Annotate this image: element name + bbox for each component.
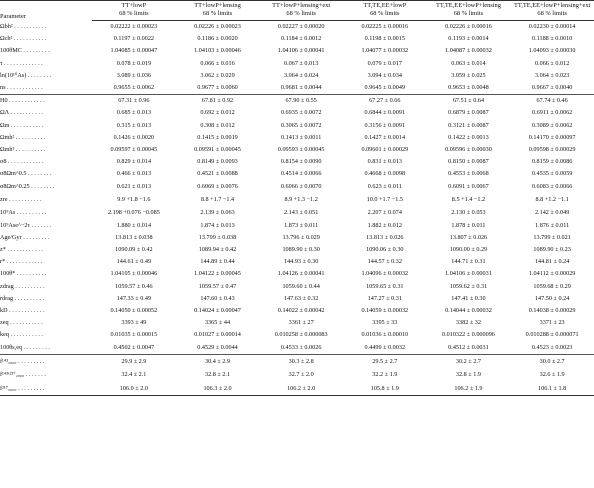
value-cell: 0.02226 ± 0.00016: [445, 23, 492, 30]
value-cell: 1090.09 ± 0.42: [115, 246, 153, 254]
table-row: [0, 21, 594, 34]
value-cell: 0.09598 ± 0.00029: [528, 146, 576, 154]
table-row: [0, 70, 594, 82]
value-cell: 0.14044 ± 0.00032: [445, 307, 492, 315]
value-cell: 3361 ± 27: [288, 319, 314, 327]
value-cell: 3.062 ± 0.029: [200, 71, 235, 79]
value-cell: 0.1198 ± 0.0015: [364, 35, 405, 43]
value-cell: 0.623 ± 0.011: [367, 182, 402, 190]
table-row: [0, 244, 594, 256]
table-row: [0, 156, 594, 168]
table-row: [0, 293, 594, 305]
parameter-name: keq . . . . . . . . . . .: [0, 331, 43, 339]
value-cell: 0.14170 ± 0.00097: [528, 133, 576, 141]
value-cell: 1089.90 ± 0.23: [533, 246, 571, 254]
parameter-name: f¹⁴³ˣ²¹⁷₂₀₀₀ . . . . . . .: [0, 371, 46, 379]
value-cell: 8.5 +1.4 −1.2: [451, 195, 486, 203]
value-cell: 1.876 ± 0.011: [535, 221, 570, 229]
value-cell: 106.1 ± 1.8: [510, 382, 594, 396]
value-cell: 0.6879 ± 0.0087: [448, 109, 489, 117]
table-row: [0, 45, 594, 57]
value-cell: 0.6066 ± 0.0070: [280, 182, 322, 190]
parameter-name: Ωm . . . . . . . . . . .: [0, 121, 44, 129]
parameter-name: H0 . . . . . . . . . . . .: [0, 95, 92, 108]
parameter-name: σ8Ωm^0.5 . . . . . . . .: [0, 170, 52, 178]
value-cell: 1059.65 ± 0.31: [366, 282, 404, 290]
value-cell: 1.04077 ± 0.00032: [361, 47, 409, 55]
parameter-name: r* . . . . . . . . . . . .: [0, 258, 43, 266]
value-cell: 147.60 ± 0.43: [200, 294, 235, 302]
value-cell: 147.41 ± 0.30: [451, 294, 486, 302]
value-cell: 0.4502 ± 0.0047: [113, 343, 155, 351]
value-cell: 147.50 ± 0.24: [534, 294, 570, 302]
value-cell: 32.4 ± 2.1: [121, 371, 147, 379]
value-cell: 8.9 +1.3 −1.2: [284, 195, 318, 203]
value-cell: 2.142 ± 0.049: [534, 209, 570, 217]
parameter-name: 100θs,eq . . . . . . . . .: [0, 343, 50, 351]
value-cell: 0.1427 ± 0.0014: [364, 133, 406, 141]
table-header: [0, 1, 594, 21]
value-cell: 32.6 ± 1.9: [539, 371, 565, 379]
value-cell: 0.4668 ± 0.0098: [364, 170, 406, 178]
value-cell: 3.064 ± 0.023: [534, 71, 570, 79]
parameter-name: Ωmh³ . . . . . . . . . .: [0, 146, 46, 154]
table-row: [0, 256, 594, 268]
value-cell: 1.04103 ± 0.00046: [194, 47, 241, 55]
value-cell: 0.466 ± 0.013: [116, 170, 152, 178]
value-cell: 147.63 ± 0.32: [283, 294, 319, 302]
parameter-name: τ . . . . . . . . . . . . .: [0, 59, 43, 67]
value-cell: 0.4512 ± 0.0031: [448, 343, 489, 351]
value-cell: 1090.00 ± 0.29: [449, 246, 488, 254]
parameter-name: 100θ* . . . . . . . . . .: [0, 270, 47, 278]
parameter-name: kD . . . . . . . . . . . .: [0, 307, 45, 315]
value-cell: 0.6069 ± 0.0076: [197, 182, 238, 190]
value-cell: 0.1426 ± 0.0020: [113, 133, 155, 141]
value-cell: 1.04087 ± 0.00032: [445, 47, 492, 55]
value-cell: 147.33 ± 0.49: [116, 294, 152, 302]
value-cell: 1.04106 ± 0.00041: [277, 47, 325, 55]
value-cell: 0.01036 ± 0.00010: [361, 331, 409, 339]
value-cell: 30.4 ± 2.9: [176, 354, 260, 368]
table-row: [0, 206, 594, 219]
value-cell: 0.14059 ± 0.00032: [361, 307, 409, 315]
parameter-name: zdrag . . . . . . . . . .: [0, 282, 45, 290]
value-cell: 0.1413 ± 0.0011: [281, 133, 322, 141]
column-subtitle: 68 % limits: [510, 10, 594, 21]
value-cell: 1.04085 ± 0.00047: [110, 47, 158, 55]
value-cell: 67.31 ± 0.96: [92, 95, 176, 108]
parameter-name: ln(10¹⁰As) . . . . . . . .: [0, 71, 52, 79]
value-cell: 1.873 ± 0.011: [284, 221, 319, 229]
value-cell: 0.09593 ± 0.00045: [277, 146, 325, 154]
value-cell: 0.02227 ± 0.00020: [277, 23, 325, 30]
table-body: [0, 21, 594, 396]
column-subtitle: 68 % limits: [176, 10, 260, 21]
value-cell: 105.8 ± 1.9: [343, 382, 427, 396]
parameter-name: σ8 . . . . . . . . . . . .: [0, 158, 44, 166]
value-cell: 0.8154 ± 0.0090: [280, 158, 322, 166]
value-cell: 0.01035 ± 0.00015: [110, 331, 158, 339]
value-cell: 3382 ± 32: [455, 319, 481, 327]
value-cell: 0.1422 ± 0.0013: [448, 133, 489, 141]
value-cell: 1.04106 ± 0.00031: [445, 270, 492, 278]
value-cell: 0.831 ± 0.013: [367, 158, 402, 166]
value-cell: 106.3 ± 2.0: [176, 382, 260, 396]
value-cell: 0.078 ± 0.019: [116, 59, 152, 67]
parameter-name: σ8Ωm^0.25 . . . . . . . .: [0, 182, 55, 190]
value-cell: 1.04093 ± 0.00030: [528, 47, 576, 55]
value-cell: 0.1186 ± 0.0020: [197, 35, 238, 43]
value-cell: 144.89 ± 0.44: [200, 258, 235, 266]
parameter-name: 10⁹Ase^−2τ . . . . . . .: [0, 221, 52, 229]
value-cell: 0.09596 ± 0.00030: [445, 146, 492, 154]
table-row: [0, 281, 594, 293]
value-cell: 3395 ± 33: [372, 319, 398, 327]
table-row: [0, 382, 594, 396]
table-row: [0, 220, 594, 232]
value-cell: 0.14050 ± 0.00052: [110, 307, 158, 315]
value-cell: 0.9667 ± 0.0040: [531, 84, 573, 92]
value-cell: 0.6091 ± 0.0067: [448, 182, 489, 190]
value-cell: 2.207 ± 0.074: [367, 209, 402, 217]
value-cell: 32.8 ± 2.1: [204, 371, 231, 379]
table-row: [0, 58, 594, 70]
value-cell: 67.74 ± 0.46: [510, 95, 594, 108]
value-cell: 3.064 ± 0.024: [283, 71, 319, 79]
value-cell: 2.143 ± 0.051: [283, 209, 319, 217]
table-row: [0, 368, 594, 381]
value-cell: 13.813 ± 0.038: [115, 233, 153, 241]
table-row: [0, 329, 594, 341]
column-title: TT,TE,EE+lowP: [343, 1, 427, 11]
value-cell: 0.315 ± 0.013: [116, 121, 152, 129]
value-cell: 1090.06 ± 0.30: [366, 246, 404, 254]
table-row: [0, 107, 594, 119]
value-cell: 1.882 ± 0.012: [367, 221, 402, 229]
table-row: [0, 168, 594, 180]
value-cell: 0.010258 ± 0.000083: [274, 331, 328, 339]
value-cell: 0.8149 ± 0.0093: [197, 158, 238, 166]
value-cell: 3.059 ± 0.025: [451, 71, 486, 79]
value-cell: 1.880 ± 0.014: [116, 221, 152, 229]
parameter-name: ns . . . . . . . . . . . .: [0, 84, 43, 92]
parameter-name: z* . . . . . . . . . . . .: [0, 246, 43, 254]
value-cell: 0.685 ± 0.013: [116, 109, 152, 117]
value-cell: 0.4533 ± 0.0026: [280, 343, 322, 351]
value-cell: 1.04126 ± 0.00041: [277, 270, 325, 278]
value-cell: 0.09601 ± 0.00029: [361, 146, 409, 154]
value-cell: 29.9 ± 2.9: [92, 354, 176, 368]
value-cell: 0.4499 ± 0.0032: [364, 343, 406, 351]
value-cell: 0.9655 ± 0.0062: [113, 84, 155, 92]
value-cell: 0.09591 ± 0.00045: [194, 146, 241, 154]
value-cell: 67.90 ± 0.55: [259, 95, 343, 108]
column-title: TT+lowP: [92, 1, 176, 11]
value-cell: 0.02225 ± 0.00016: [361, 23, 409, 30]
table-row: [0, 342, 594, 355]
value-cell: 0.010288 ± 0.000071: [525, 331, 579, 339]
table-row: [0, 305, 594, 317]
column-subtitle: 68 % limits: [427, 10, 511, 21]
value-cell: 30.0 ± 2.7: [510, 354, 594, 368]
value-cell: 1059.60 ± 0.44: [282, 282, 320, 290]
table-row: [0, 317, 594, 329]
column-subtitle: 68 % limits: [92, 10, 176, 21]
value-cell: 0.4521 ± 0.0088: [197, 170, 238, 178]
value-cell: 0.1415 ± 0.0019: [197, 133, 238, 141]
value-cell: 0.6935 ± 0.0072: [280, 109, 322, 117]
value-cell: 0.14038 ± 0.00029: [528, 307, 576, 315]
table-row: [0, 144, 594, 156]
value-cell: 67.27 ± 0.66: [343, 95, 427, 108]
value-cell: 0.9653 ± 0.0048: [448, 84, 489, 92]
table-row: [0, 181, 594, 193]
parameter-name: 100θMC . . . . . . . . .: [0, 47, 50, 55]
value-cell: 0.6911 ± 0.0062: [531, 109, 573, 117]
value-cell: 144.81 ± 0.24: [534, 258, 570, 266]
value-cell: 0.3156 ± 0.0091: [364, 121, 406, 129]
value-cell: 13.796 ± 0.029: [282, 233, 320, 241]
parameter-name: zeq . . . . . . . . . . .: [0, 319, 43, 327]
value-cell: 2.198 +0.076 −0.085: [107, 209, 160, 217]
value-cell: 106.2 ± 1.9: [427, 382, 511, 396]
value-cell: 2.139 ± 0.063: [200, 209, 235, 217]
value-cell: 0.4514 ± 0.0066: [280, 170, 322, 178]
value-cell: 0.308 ± 0.012: [200, 121, 235, 129]
value-cell: 0.9645 ± 0.0049: [364, 84, 406, 92]
value-cell: 8.8 +1.7 −1.4: [200, 195, 235, 203]
value-cell: 9.9 +1.8 −1.6: [117, 195, 151, 203]
table-row: [0, 232, 594, 244]
value-cell: 0.8150 ± 0.0087: [448, 158, 489, 166]
value-cell: 0.14024 ± 0.00047: [194, 307, 241, 315]
table-row: [0, 82, 594, 95]
value-cell: 3365 ± 44: [204, 319, 231, 327]
parameter-name: ΩΛ . . . . . . . . . . .: [0, 109, 43, 117]
parameter-name: rdrag . . . . . . . . . .: [0, 294, 44, 302]
value-cell: 1.04096 ± 0.00032: [361, 270, 409, 278]
value-cell: 3.089 ± 0.036: [116, 71, 152, 79]
value-cell: 0.4529 ± 0.0044: [197, 343, 238, 351]
parameter-name: Ωbh² . . . . . . . . . . .: [0, 22, 47, 30]
value-cell: 144.57 ± 0.32: [367, 258, 402, 266]
parameter-name: Age/Gyr . . . . . . . . .: [0, 233, 50, 241]
value-cell: 67.51 ± 0.64: [427, 95, 511, 108]
value-cell: 30.2 ± 2.7: [427, 354, 511, 368]
value-cell: 106.2 ± 2.0: [259, 382, 343, 396]
value-cell: 0.692 ± 0.012: [200, 109, 235, 117]
value-cell: 0.066 ± 0.016: [200, 59, 235, 67]
value-cell: 10.0 +1.7 −1.5: [366, 195, 403, 203]
value-cell: 106.0 ± 2.0: [92, 382, 176, 396]
value-cell: 0.4535 ± 0.0059: [531, 170, 573, 178]
value-cell: 1089.94 ± 0.42: [198, 246, 237, 254]
value-cell: 0.8159 ± 0.0086: [531, 158, 573, 166]
value-cell: 0.14022 ± 0.00042: [277, 307, 325, 315]
table-row: [0, 95, 594, 108]
value-cell: 1059.57 ± 0.47: [198, 282, 237, 290]
value-cell: 144.93 ± 0.30: [283, 258, 319, 266]
value-cell: 0.1184 ± 0.0012: [281, 35, 322, 43]
value-cell: 0.829 ± 0.014: [116, 158, 152, 166]
value-cell: 0.01027 ± 0.00014: [194, 331, 241, 339]
value-cell: 1.04122 ± 0.00045: [194, 270, 241, 278]
value-cell: 0.6083 ± 0.0066: [531, 182, 573, 190]
table-row: [0, 268, 594, 280]
value-cell: 3393 ± 49: [121, 319, 147, 327]
value-cell: 8.8 +1.2 −1.1: [535, 195, 569, 203]
parameter-name: Ωch² . . . . . . . . . . .: [0, 35, 47, 43]
value-cell: 2.130 ± 0.053: [451, 209, 486, 217]
value-cell: 32.7 ± 2.0: [288, 371, 314, 379]
value-cell: 0.063 ± 0.014: [451, 59, 486, 67]
value-cell: 0.3065 ± 0.0072: [280, 121, 322, 129]
parameter-name: f²¹⁷₂₀₀₀ . . . . . . . . .: [0, 382, 92, 396]
column-subtitle: 68 % limits: [343, 10, 427, 21]
value-cell: 147.27 ± 0.31: [367, 294, 402, 302]
value-cell: 0.4523 ± 0.0023: [531, 343, 573, 351]
parameter-header: Parameter: [0, 1, 92, 21]
value-cell: 0.1193 ± 0.0014: [448, 35, 489, 43]
value-cell: 144.71 ± 0.31: [451, 258, 486, 266]
value-cell: 0.3121 ± 0.0087: [448, 121, 489, 129]
column-subtitle: 68 % limits: [259, 10, 343, 21]
value-cell: 1059.62 ± 0.31: [449, 282, 488, 290]
value-cell: 0.6844 ± 0.0091: [364, 109, 406, 117]
value-cell: 67.81 ± 0.92: [176, 95, 260, 108]
value-cell: 1.04112 ± 0.00029: [528, 270, 576, 278]
value-cell: 1059.57 ± 0.46: [115, 282, 153, 290]
value-cell: 0.621 ± 0.013: [116, 182, 152, 190]
value-cell: 0.067 ± 0.013: [283, 59, 319, 67]
column-title: TT,TE,EE+lowP+lensing: [427, 1, 511, 11]
value-cell: 32.2 ± 1.9: [372, 371, 398, 379]
value-cell: 0.02222 ± 0.00023: [110, 23, 158, 30]
table-row: [0, 354, 594, 368]
value-cell: 0.02230 ± 0.00014: [528, 23, 576, 30]
value-cell: 0.09597 ± 0.00045: [110, 146, 158, 154]
column-title: TT+lowP+lensing+ext: [259, 1, 343, 11]
value-cell: 1.878 ± 0.011: [451, 221, 486, 229]
parameter-name: f¹⁴³₂₀₀₀ . . . . . . . . .: [0, 354, 92, 368]
value-cell: 144.61 ± 0.49: [116, 258, 152, 266]
value-cell: 3371 ± 23: [539, 319, 565, 327]
value-cell: 0.079 ± 0.017: [367, 59, 402, 67]
column-title: TT+lowP+lensing: [176, 1, 260, 11]
value-cell: 3.094 ± 0.034: [367, 71, 402, 79]
table-row: [0, 33, 594, 45]
value-cell: 0.4553 ± 0.0068: [448, 170, 489, 178]
value-cell: 1089.90 ± 0.30: [282, 246, 320, 254]
value-cell: 1059.68 ± 0.29: [533, 282, 571, 290]
column-title: TT,TE,EE+lowP+lensing+ext: [510, 1, 594, 11]
parameter-name: Ωmh² . . . . . . . . . .: [0, 133, 46, 141]
value-cell: 0.9677 ± 0.0060: [197, 84, 238, 92]
table-row: [0, 120, 594, 132]
value-cell: 30.3 ± 2.8: [259, 354, 343, 368]
value-cell: 1.874 ± 0.013: [200, 221, 235, 229]
value-cell: 29.5 ± 2.7: [343, 354, 427, 368]
value-cell: 0.02226 ± 0.00023: [194, 23, 241, 30]
value-cell: 32.8 ± 1.9: [455, 371, 481, 379]
table-row: [0, 193, 594, 206]
value-cell: 0.3089 ± 0.0062: [531, 121, 573, 129]
value-cell: 13.813 ± 0.026: [366, 233, 404, 241]
parameter-name: zre . . . . . . . . . . .: [0, 195, 42, 203]
parameter-name: 10⁹As . . . . . . . . . .: [0, 209, 47, 217]
value-cell: 0.1197 ± 0.0022: [113, 35, 155, 43]
value-cell: 13.807 ± 0.026: [449, 233, 488, 241]
value-cell: 0.066 ± 0.012: [534, 59, 570, 67]
value-cell: 0.010322 ± 0.000096: [441, 331, 495, 339]
value-cell: 0.9681 ± 0.0044: [280, 84, 322, 92]
value-cell: 0.1188 ± 0.0010: [531, 35, 573, 43]
value-cell: 13.799 ± 0.038: [198, 233, 237, 241]
value-cell: 13.799 ± 0.021: [533, 233, 571, 241]
value-cell: 1.04105 ± 0.00046: [110, 270, 158, 278]
table-row: [0, 132, 594, 144]
